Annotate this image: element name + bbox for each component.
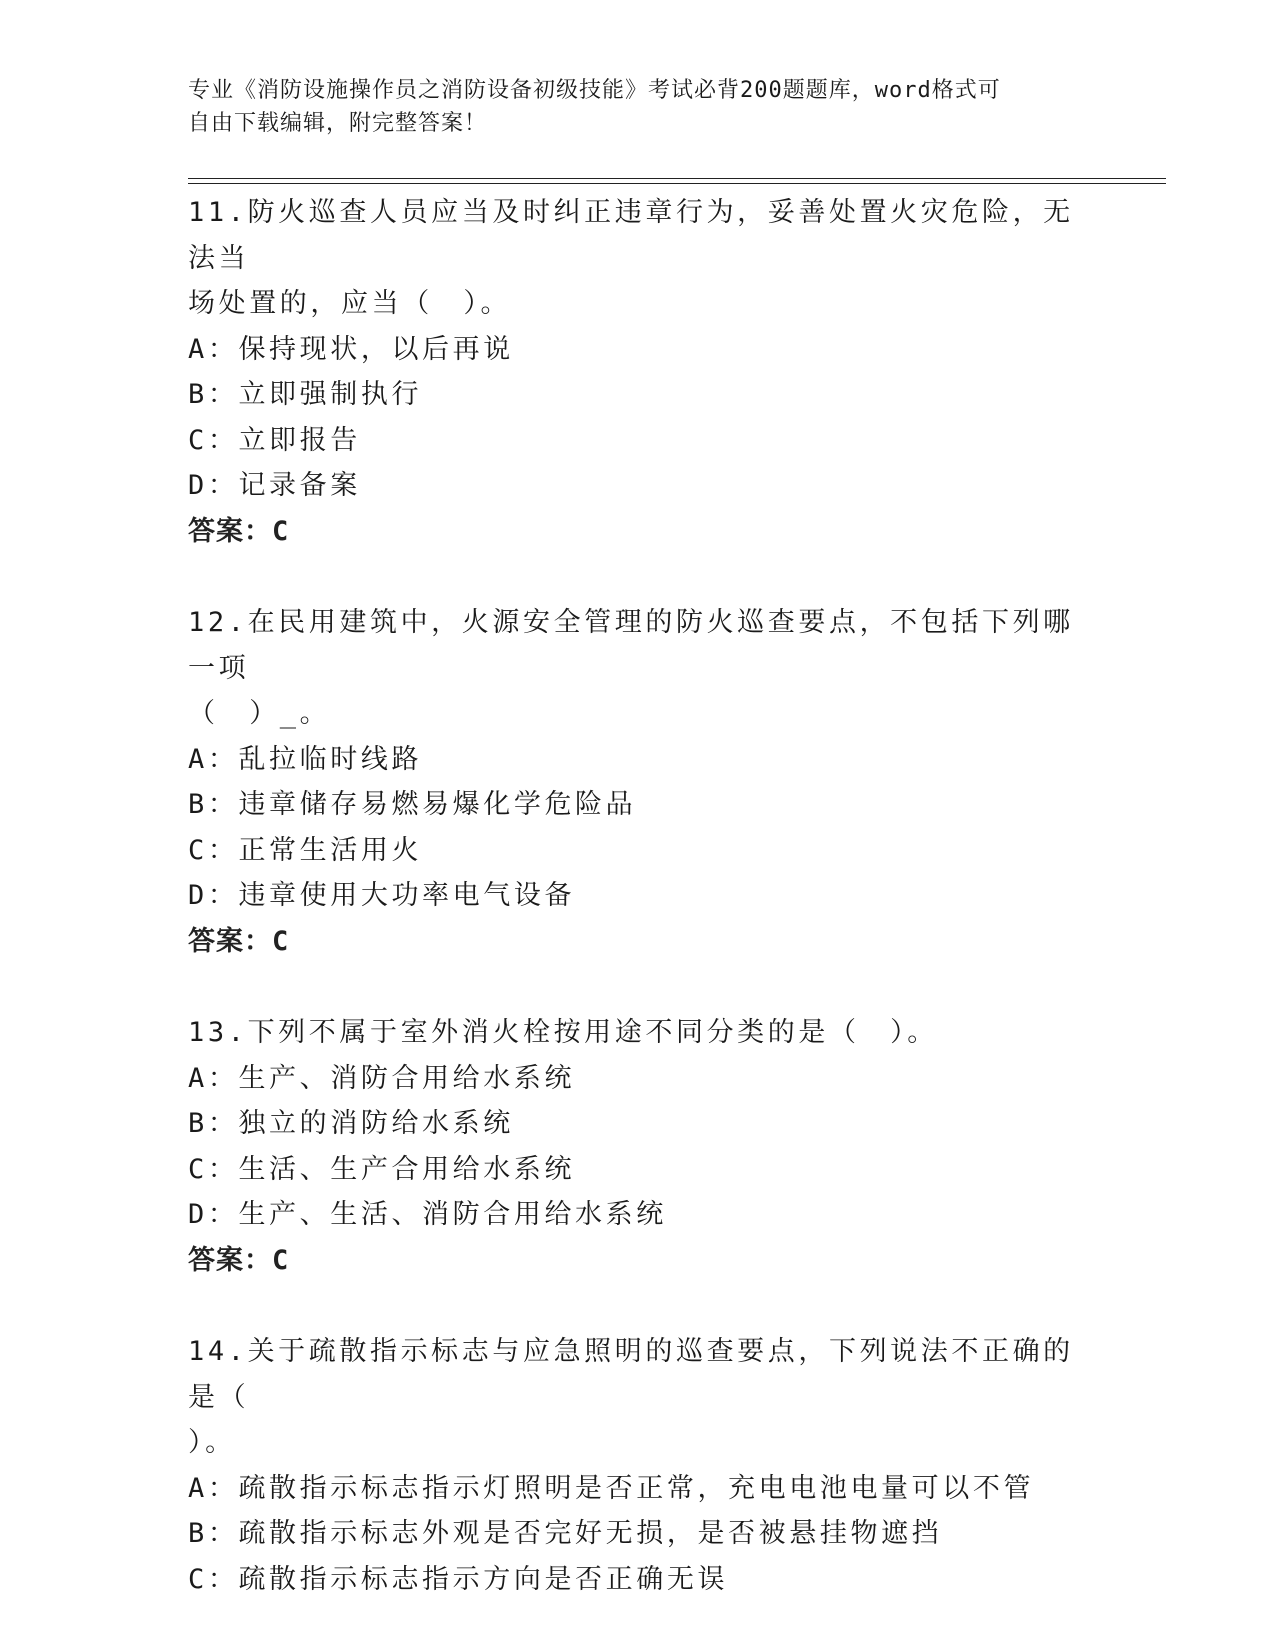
question-spacer bbox=[188, 964, 1088, 1010]
answer-line: 答案：C bbox=[188, 1244, 290, 1276]
header-line-1: 专业《消防设施操作员之消防设备初级技能》考试必背200题题库，word格式可 bbox=[188, 78, 1001, 103]
option-b: B：违章储存易燃易爆化学危险品 bbox=[188, 789, 637, 820]
header-line-2: 自由下载编辑，附完整答案！ bbox=[188, 111, 488, 136]
answer-line: 答案：C bbox=[188, 515, 290, 547]
question-stem-line: 14.关于疏散指示标志与应急照明的巡查要点，下列说法不正确的是（ bbox=[188, 1336, 1074, 1413]
question-stem-line: 12.在民用建筑中，火源安全管理的防火巡查要点，不包括下列哪一项 bbox=[188, 607, 1074, 684]
question-12 bbox=[188, 600, 1088, 964]
question-stem-line: ）。 bbox=[188, 1427, 236, 1458]
option-a: A：保持现状，以后再说 bbox=[188, 333, 514, 365]
question-stem-line: 场处置的，应当（ ）。 bbox=[188, 288, 512, 319]
option-b: B：独立的消防给水系统 bbox=[188, 1108, 514, 1139]
option-a: A：疏散指示标志指示灯照明是否正常，充电电池电量可以不管 bbox=[188, 1472, 1035, 1504]
question-11 bbox=[188, 190, 1088, 554]
header-divider-bottom bbox=[188, 183, 1166, 184]
option-c: C：立即报告 bbox=[188, 424, 361, 456]
question-spacer bbox=[188, 1283, 1088, 1329]
option-a: A：乱拉临时线路 bbox=[188, 743, 423, 775]
question-spacer bbox=[188, 554, 1088, 600]
option-a: A：生产、消防合用给水系统 bbox=[188, 1062, 576, 1094]
option-b: B：立即强制执行 bbox=[188, 379, 423, 410]
option-c: C：疏散指示标志指示方向是否正确无误 bbox=[188, 1563, 729, 1595]
option-d: D：违章使用大功率电气设备 bbox=[188, 880, 576, 911]
question-stem-line: 11.防火巡查人员应当及时纠正违章行为，妥善处置火灾危险，无法当 bbox=[188, 197, 1074, 274]
option-d: D：生产、生活、消防合用给水系统 bbox=[188, 1199, 667, 1230]
question-stem-line: 13.下列不属于室外消火栓按用途不同分类的是（ ）。 bbox=[188, 1017, 938, 1048]
option-c: C：生活、生产合用给水系统 bbox=[188, 1153, 576, 1185]
question-stem-line: （ ）_。 bbox=[188, 698, 331, 729]
header-divider-top bbox=[188, 178, 1166, 179]
option-c: C：正常生活用火 bbox=[188, 834, 423, 866]
question-13 bbox=[188, 1010, 1088, 1283]
answer-line: 答案：C bbox=[188, 925, 290, 957]
option-d: D：记录备案 bbox=[188, 470, 361, 501]
question-14 bbox=[188, 1329, 1088, 1602]
option-b: B：疏散指示标志外观是否完好无损，是否被悬挂物遮挡 bbox=[188, 1518, 943, 1549]
question-list bbox=[188, 190, 1088, 1602]
document-header bbox=[188, 74, 1088, 140]
